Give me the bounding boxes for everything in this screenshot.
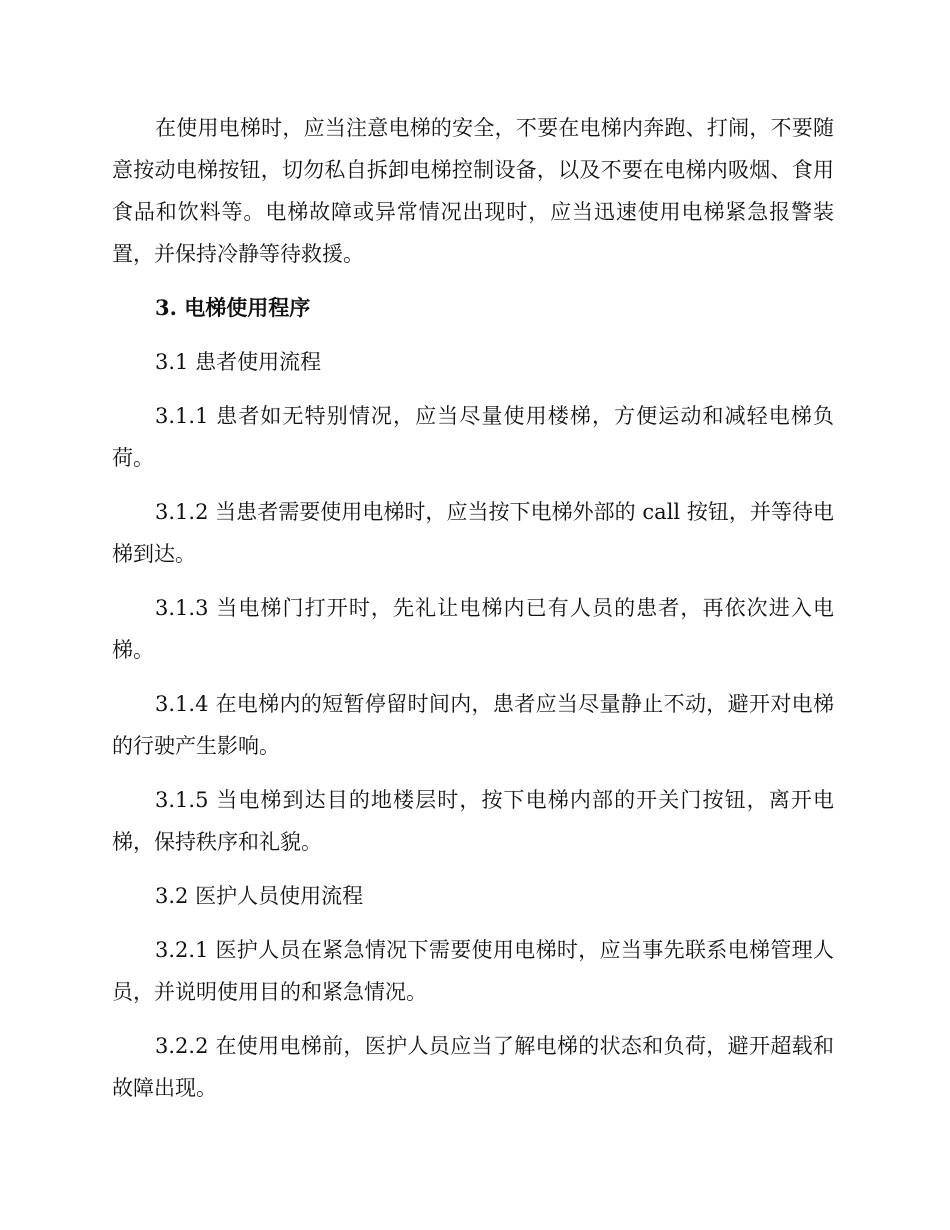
section-3-heading: 3. 电梯使用程序 — [155, 295, 311, 320]
paragraph-3-1-1: 3.1.1 患者如无特别情况，应当尽量使用楼梯，方便运动和减轻电梯负荷。 — [112, 404, 834, 470]
paragraph-3-1-5: 3.1.5 当电梯到达目的地楼层时，按下电梯内部的开关门按钮，离开电梯，保持秩序和礼貌。 — [112, 788, 834, 854]
paragraph-3-2-1: 3.2.1 医护人员在紧急情况下需要使用电梯时，应当事先联系电梯管理人员，并说明使用目的和紧急情况。 — [112, 938, 834, 1004]
document-body — [112, 107, 834, 1121]
paragraph-3-1-2: 3.1.2 当患者需要使用电梯时，应当按下电梯外部的 call 按钮，并等待电梯到达。 — [112, 500, 834, 566]
section-3-2-heading: 3.2 医护人员使用流程 — [155, 884, 364, 908]
section-3-1-heading: 3.1 患者使用流程 — [155, 350, 322, 374]
paragraph-3-1-4: 3.1.4 在电梯内的短暂停留时间内，患者应当尽量静止不动，避开对电梯的行驶产生影响。 — [112, 692, 834, 758]
paragraph-3-2-2: 3.2.2 在使用电梯前，医护人员应当了解电梯的状态和负荷，避开超载和故障出现。 — [112, 1034, 834, 1100]
paragraph-3-1-3: 3.1.3 当电梯门打开时，先礼让电梯内已有人员的患者，再依次进入电梯。 — [112, 596, 834, 662]
intro-paragraph: 在使用电梯时，应当注意电梯的安全，不要在电梯内奔跑、打闹，不要随意按动电梯按钮，切勿私自拆卸电梯控制设备，以及不要在电梯内吸烟、食用食品和饮料等。电梯故障或异常情况出现时，应当迅速使用电梯紧急报警装置，并保持冷静等待救援。 — [112, 116, 834, 266]
